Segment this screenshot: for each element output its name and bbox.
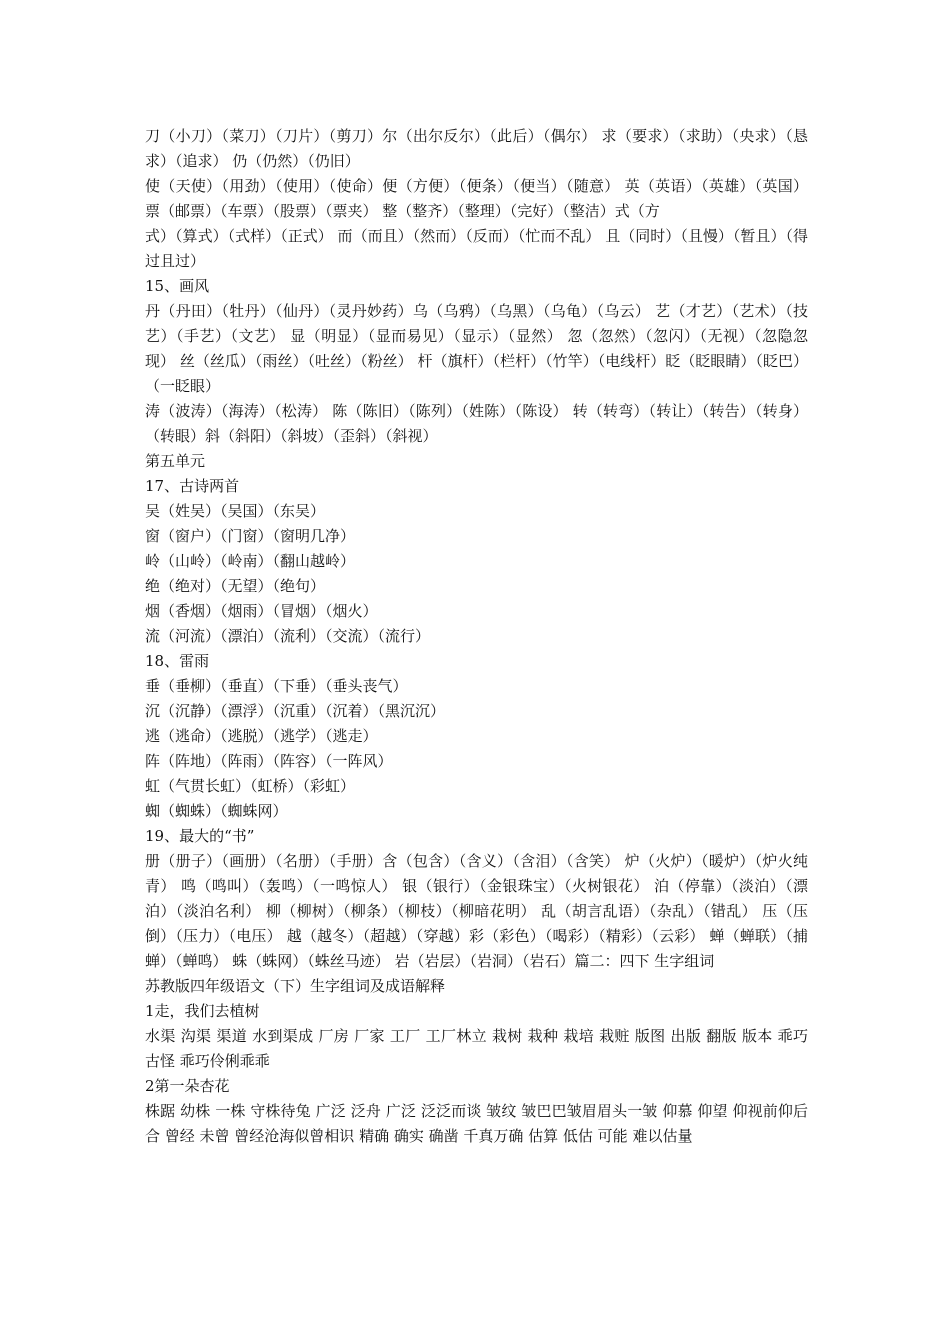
text-line: 水渠 沟渠 渠道 水到渠成 厂房 厂家 工厂 工厂林立 栽树 栽种 栽培 栽赃 版图 出版 翻版 版本 乖巧 古怪 乖巧伶俐乖乖	[145, 1027, 808, 1070]
text-line: 烟（香烟）（烟雨）（冒烟）（烟火）	[145, 602, 378, 620]
text-line: 使（天使）（用劲）（使用）（使命）便（方便）（便条）（便当）（随意） 英（英语）（英雄）（英国） 票（邮票）（车票）（股票）（票夹） 整（整齐）（整理）（完好）（整洁）式（方	[145, 177, 808, 220]
text-line: 岭（山岭）（岭南）（翻山越岭）	[145, 552, 356, 570]
section-heading: 18、雷雨	[145, 652, 210, 670]
text-line: 册（册子）（画册）（名册）（手册）含（包含）（含义）（含泪）（含笑） 炉（火炉）（暖炉）（炉火纯青） 鸣（鸣叫）（轰鸣）（一鸣惊人） 银（银行）（金银珠宝）（火树银花） 泊（停靠）（淡泊）（漂泊）（淡泊名利） 柳（柳树）（柳条）（柳枝）（柳暗花明） 乱（胡言乱语）（杂乱）（错乱） 压（压倒）（压力）（电压） 越（越冬）（超越）（穿越）彩（彩色）（喝彩）（精彩）（云彩） 蝉（蝉联）（捕蝉）（蝉鸣） 蛛（蛛网）（蛛丝马迹） 岩（岩层）（岩洞）（岩石）篇二：四下 生字组词	[145, 852, 808, 970]
section-heading: 2第一朵杏花	[145, 1077, 230, 1095]
unit-heading: 第五单元	[145, 452, 206, 470]
text-line: 刀（小刀）（菜刀）（刀片）（剪刀）尔（出尔反尔）（此后）（偶尔） 求（要求）（求助）（央求）（恳求）（追求） 仍（仍然）（仍旧）	[145, 127, 808, 170]
text-line: 逃（逃命）（逃脱）（逃学）（逃走）	[145, 727, 378, 745]
document-body	[145, 124, 808, 1149]
section-heading: 17、古诗两首	[145, 477, 240, 495]
section-heading: 19、最大的“书”	[145, 827, 255, 845]
section-heading: 15、画风	[145, 277, 210, 295]
text-line: 流（河流）（漂泊）（流利）（交流）（流行）	[145, 627, 431, 645]
text-line: 阵（阵地）（阵雨）（阵容）（一阵风）	[145, 752, 393, 770]
text-line: 式）（算式）（式样）（正式） 而（而且）（然而）（反而）（忙而不乱） 且（同时）（且慢）（暂且）（得过且过）	[145, 227, 808, 270]
text-line: 虹（气贯长虹）（虹桥）（彩虹）	[145, 777, 356, 795]
text-line: 丹（丹田）（牡丹）（仙丹）（灵丹妙药）乌（乌鸦）（乌黑）（乌龟）（乌云） 艺（才艺）（艺术）（技艺）（手艺）（文艺） 显（明显）（显而易见）（显示）（显然） 忽（忽然）（忽闪）（无视）（忽隐忽现） 丝（丝瓜）（雨丝）（吐丝）（粉丝） 杆（旗杆）（栏杆）（竹竿）（电线杆）眨（眨眼睛）（眨巴）（一眨眼）	[145, 302, 808, 395]
text-line: 吴（姓吴）（吴国）（东吴）	[145, 502, 326, 520]
text-line: 涛（波涛）（海涛）（松涛） 陈（陈旧）（陈列）（姓陈）（陈设） 转（转弯）（转让）（转告）（转身）（转眼）斜（斜阳）（斜坡）（歪斜）（斜视）	[145, 402, 808, 445]
text-line: 沉（沉静）（漂浮）（沉重）（沉着）（黑沉沉）	[145, 702, 446, 720]
text-line: 蜘（蜘蛛）（蜘蛛网）	[145, 802, 288, 820]
text-line: 窗（窗户）（门窗）（窗明几净）	[145, 527, 356, 545]
text-line: 垂（垂柳）（垂直）（下垂）（垂头丧气）	[145, 677, 408, 695]
text-line: 株踞 幼株 一株 守株待兔 广泛 泛舟 广泛 泛泛而谈 皱纹 皱巴巴皱眉眉头一皱 仰慕 仰望 仰视前仰后合 曾经 未曾 曾经沧海似曾相识 精确 确实 确凿 千真万确 估算 低估 可能 难以估量	[145, 1102, 808, 1145]
document-subtitle: 苏教版四年级语文（下）生字组词及成语解释	[145, 977, 446, 995]
section-heading: 1走，我们去植树	[145, 1002, 260, 1020]
text-line: 绝（绝对）（无望）（绝句）	[145, 577, 326, 595]
